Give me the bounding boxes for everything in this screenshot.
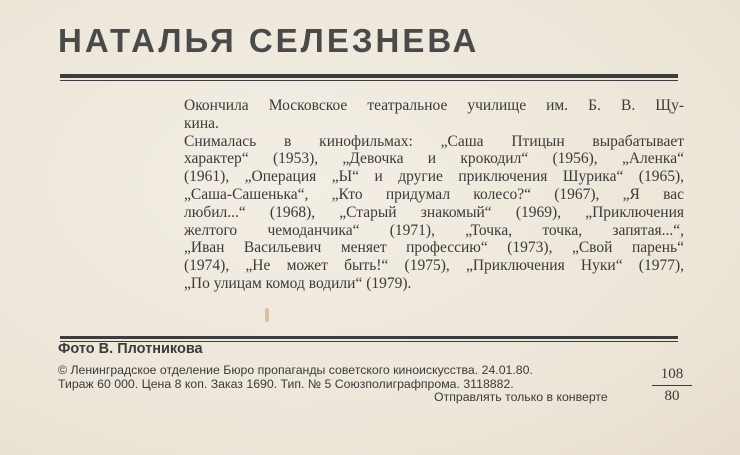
paper-stain (265, 308, 269, 322)
bio-line: кина. (184, 114, 219, 132)
photo-credit: Фото В. Плотникова (58, 341, 203, 357)
bottom-rule-thick (60, 336, 678, 339)
bio-line: (1961), „Операция „Ы“ и другие приключения Шурика“ (1965), (184, 168, 684, 186)
bio-line: „Саша-Сашенька“, „Кто придумал колесо?“ (1967), „Я вас (184, 185, 684, 203)
bio-line: любил...“ (1968), „Старый знакомый“ (1969), „Приключения (184, 203, 684, 221)
imprint-block (58, 363, 533, 391)
bio-line: „Иван Васильевич меняет профессию“ (1973), „Свой парень“ (184, 239, 684, 257)
top-rule-thick (60, 74, 678, 78)
fraction-bar (652, 385, 692, 386)
imprint-line: Тираж 60 000. Цена 8 коп. Заказ 1690. Тип. № 5 Союзполиграфпрома. 3118882. (58, 377, 514, 391)
top-rule-thin (60, 80, 678, 81)
envelope-note: Отправлять только в конверте (434, 390, 608, 404)
bio-line: характер“ (1953), „Девочка и крокодил“ (1956), „Аленка“ (184, 150, 684, 168)
bio-line: Окончила Московское театральное училище им. Б. В. Щу- (184, 97, 684, 114)
index-numerator: 108 (660, 366, 684, 382)
actress-name-title: НАТАЛЬЯ СЕЛЕЗНЕВА (58, 22, 480, 59)
bio-line: „По улицам комод водили“ (1979). (184, 274, 412, 292)
imprint-line: © Ленинградское отделение Бюро пропаганды советского киноискусства. 24.01.80. (58, 363, 533, 377)
catalog-index (652, 366, 692, 405)
bio-line: желтого чемоданчика“ (1971), „Точка, точка, запятая...“, (184, 221, 684, 239)
index-denominator: 80 (664, 388, 680, 404)
bio-line: (1974), „Не может быть!“ (1975), „Приключения Нуки“ (1977), (184, 257, 684, 275)
biography-text (184, 97, 684, 293)
bio-line: Снималась в кинофильмах: „Саша Птицын вырабатывает (184, 132, 684, 150)
